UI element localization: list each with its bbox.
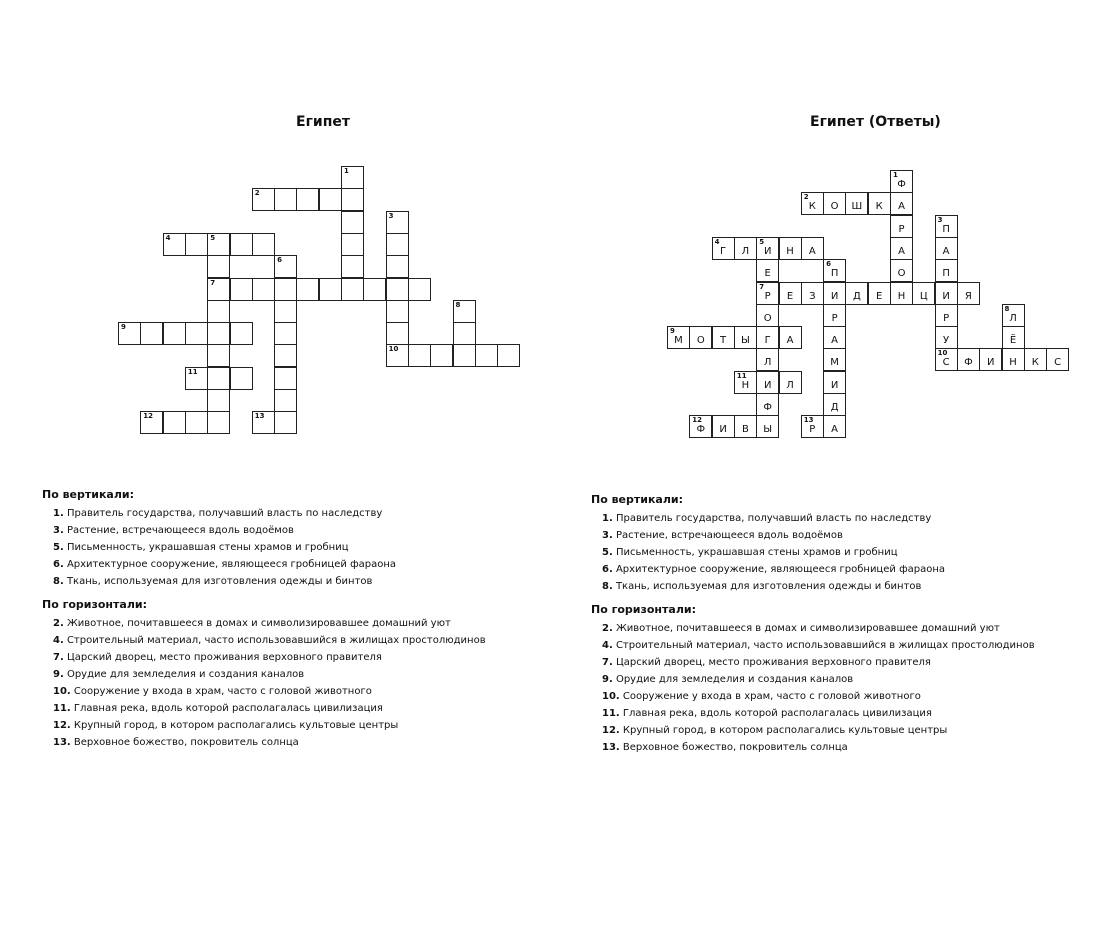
answer-letter: И xyxy=(942,290,950,302)
crossword-cell xyxy=(274,344,297,367)
clue-down: 8. Ткань, используемая для изготовления одежды и бинтов xyxy=(602,581,922,593)
clue-across: 12. Крупный город, в котором располагались культовые центры xyxy=(53,720,399,732)
crossword-cell xyxy=(979,348,1002,371)
clue-number: 2 xyxy=(254,189,260,198)
crossword-cell xyxy=(386,300,409,323)
crossword-cell xyxy=(1002,304,1025,327)
crossword-cell xyxy=(712,415,735,438)
crossword-cell xyxy=(890,170,913,193)
crossword-cell xyxy=(185,411,208,434)
crossword-cell xyxy=(230,233,253,256)
crossword-cell xyxy=(779,371,802,394)
crossword-cell xyxy=(890,215,913,238)
answer-letter: И xyxy=(719,424,727,436)
answer-letter: Г xyxy=(764,335,771,347)
answer-letter: Л xyxy=(763,357,772,369)
crossword-cell xyxy=(475,344,498,367)
crossword-cell xyxy=(430,344,453,367)
clue-number: 2 xyxy=(803,193,809,202)
answer-letter: Н xyxy=(897,290,906,302)
crossword-cell xyxy=(363,278,386,301)
clue-down: 8. Ткань, используемая для изготовления одежды и бинтов xyxy=(53,576,373,588)
answers-title: Египет (Ответы) xyxy=(810,114,941,130)
answer-letter: Н xyxy=(1009,357,1017,369)
answer-letter: А xyxy=(831,335,839,347)
clue-number: 1 xyxy=(344,167,349,175)
crossword-cell xyxy=(779,326,802,349)
crossword-cell xyxy=(185,322,208,345)
answer-letter: Т xyxy=(720,335,727,347)
crossword-cell xyxy=(274,188,297,211)
clue-number: 13 xyxy=(803,416,814,425)
answer-letter: П xyxy=(942,268,950,280)
clue-across: 4. Строительный материал, часто использовавшийся в жилищах простолюдинов xyxy=(602,639,1035,651)
clue-across: 4. Строительный материал, часто использовавшийся в жилищах простолюдинов xyxy=(53,634,486,646)
answer-letter: Р xyxy=(898,223,905,235)
clue-down: 6. Архитектурное сооружение, являющееся гробницей фараона xyxy=(602,564,946,576)
answer-letter: Ф xyxy=(964,357,973,369)
clue-number: 6 xyxy=(277,256,282,265)
clue-number: 4 xyxy=(165,233,171,242)
clue-across: 9. Орудие для земледелия и создания каналов xyxy=(53,668,305,680)
crossword-cell xyxy=(207,300,230,323)
crossword-cell xyxy=(274,322,297,345)
crossword-cell xyxy=(734,326,757,349)
crossword-cell xyxy=(207,322,230,345)
crossword-cell xyxy=(957,348,980,371)
answer-letter: Л xyxy=(741,245,750,257)
crossword-cell xyxy=(890,237,913,260)
crossword-cell xyxy=(252,411,275,434)
crossword-cell xyxy=(386,322,409,345)
crossword-cell xyxy=(118,322,141,345)
clue-across: 13. Верховное божество, покровитель солнца xyxy=(602,742,848,754)
clue-down: 3. Растение, встречающееся вдоль водоёмов xyxy=(602,530,843,542)
clue-number: 1 xyxy=(893,171,898,179)
clue-down: 5. Письменность, украшавшая стены храмов и гробниц xyxy=(602,547,898,559)
clue-number: 8 xyxy=(455,300,461,309)
crossword-cell xyxy=(207,389,230,412)
clue-across: 2. Животное, почитавшееся в домах и символизировавшее домашний уют xyxy=(53,617,451,629)
clue-number: 9 xyxy=(670,327,675,336)
clue-across: 10. Сооружение у входа в храм, часто с головой животного xyxy=(53,686,372,698)
crossword-cell xyxy=(712,237,735,260)
answer-letter: Н xyxy=(741,379,750,391)
answer-letter: О xyxy=(830,201,839,213)
clue-number: 3 xyxy=(937,215,943,224)
clue-down: 3. Растение, встречающееся вдоль водоёмов xyxy=(53,525,294,537)
clue-across: 7. Царский дворец, место проживания верховного правителя xyxy=(53,651,382,663)
clue-number: 5 xyxy=(210,233,216,242)
crossword-cell xyxy=(163,411,186,434)
crossword-cell xyxy=(779,237,802,260)
crossword-cell xyxy=(868,282,891,305)
crossword-cell xyxy=(453,344,476,367)
answer-letter: Л xyxy=(1009,312,1017,324)
answer-letter: С xyxy=(1054,357,1062,369)
answer-letter: Р xyxy=(831,312,838,324)
answer-letter: О xyxy=(696,335,705,347)
crossword-cell xyxy=(341,166,364,189)
crossword-cell xyxy=(890,282,913,305)
answer-letter: Ф xyxy=(897,179,906,190)
across-heading: По горизонтали: xyxy=(42,597,147,611)
crossword-cell xyxy=(274,300,297,323)
crossword-cell xyxy=(935,237,958,260)
answer-letter: И xyxy=(830,379,839,391)
down-heading: По вертикали: xyxy=(42,488,135,501)
crossword-cell xyxy=(163,322,186,345)
crossword-cell xyxy=(140,411,163,434)
crossword-cell xyxy=(274,278,297,301)
answer-letter: Д xyxy=(830,402,839,413)
answer-letter: Р xyxy=(809,424,816,436)
crossword-cell xyxy=(207,344,230,367)
crossword-cell xyxy=(386,344,409,367)
clue-down: 1. Правитель государства, получавший власть по наследству xyxy=(602,513,932,525)
crossword-cell xyxy=(801,415,824,438)
clue-across: 7. Царский дворец, место проживания верховного правителя xyxy=(602,656,931,668)
crossword-cell xyxy=(341,255,364,278)
clue-number: 5 xyxy=(759,237,765,246)
crossword-cell xyxy=(274,389,297,412)
crossword-cell xyxy=(341,211,364,234)
crossword-cell xyxy=(823,259,846,282)
answer-letter: Е xyxy=(876,290,883,302)
answer-letter: К xyxy=(808,201,816,213)
crossword-cell xyxy=(341,233,364,256)
clue-down: 5. Письменность, украшавшая стены храмов и гробниц xyxy=(53,542,349,554)
crossword-cell xyxy=(756,282,779,305)
clue-across: 11. Главная река, вдоль которой располагалась цивилизация xyxy=(53,703,383,715)
answer-letter: М xyxy=(674,335,683,347)
crossword-cell xyxy=(845,282,868,305)
page-title: Египет xyxy=(296,114,350,130)
clue-across: 10. Сооружение у входа в храм, часто с головой животного xyxy=(602,691,921,703)
crossword-cell xyxy=(823,415,846,438)
crossword-cell xyxy=(801,237,824,260)
crossword-cell xyxy=(756,415,779,438)
crossword-cell xyxy=(823,282,846,305)
crossword-cell xyxy=(453,322,476,345)
crossword-cell xyxy=(756,304,779,327)
answer-letter: П xyxy=(942,223,950,235)
answer-letter: Л xyxy=(786,379,794,391)
clue-across: 9. Орудие для земледелия и создания каналов xyxy=(602,673,854,685)
clue-number: 6 xyxy=(826,260,831,269)
crossword-cell xyxy=(734,371,757,394)
answer-letter: А xyxy=(831,424,839,436)
answer-letter: Я xyxy=(964,290,972,302)
crossword-cell xyxy=(319,188,342,211)
clue-number: 4 xyxy=(714,237,720,246)
crossword-cell xyxy=(823,348,846,371)
crossword-cell xyxy=(823,393,846,416)
crossword-cell xyxy=(252,188,275,211)
crossword-cell xyxy=(1024,348,1047,371)
clue-number: 7 xyxy=(210,278,216,287)
answer-letter: З xyxy=(809,290,816,302)
crossword-cell xyxy=(185,233,208,256)
crossword-cell xyxy=(296,278,319,301)
answer-letter: А xyxy=(898,201,905,213)
clue-number: 11 xyxy=(736,371,747,380)
crossword-cell xyxy=(408,278,431,301)
crossword-cell xyxy=(823,326,846,349)
answer-letter: А xyxy=(898,245,905,257)
crossword-cell xyxy=(386,233,409,256)
crossword-cell xyxy=(756,348,779,371)
answer-letter: Ф xyxy=(763,402,772,413)
crossword-cell xyxy=(712,326,735,349)
clue-across: 11. Главная река, вдоль которой располагалась цивилизация xyxy=(602,708,932,720)
crossword-cell xyxy=(890,259,913,282)
crossword-cell xyxy=(1046,348,1069,371)
clue-number: 10 xyxy=(388,345,399,354)
crossword-cell xyxy=(756,393,779,416)
clue-number: 10 xyxy=(937,349,948,358)
crossword-cell xyxy=(163,233,186,256)
crossword-cell xyxy=(230,367,253,390)
crossword-cell xyxy=(274,411,297,434)
clue-across: 2. Животное, почитавшееся в домах и символизировавшее домашний уют xyxy=(602,622,1000,634)
crossword-cell xyxy=(756,259,779,282)
answer-letter: И xyxy=(830,290,839,302)
answers-panel xyxy=(556,0,1112,946)
answer-letter: Ц xyxy=(919,290,928,302)
puzzle-panel xyxy=(0,0,556,946)
answer-letter: Н xyxy=(786,245,794,257)
clue-number: 13 xyxy=(254,412,265,421)
answer-letter: Ы xyxy=(763,424,773,436)
answer-letter: О xyxy=(763,312,772,324)
answer-letter: П xyxy=(830,268,839,280)
crossword-cell xyxy=(408,344,431,367)
crossword-cell xyxy=(207,255,230,278)
clue-number: 12 xyxy=(692,416,703,425)
crossword-cell xyxy=(935,259,958,282)
crossword-cell xyxy=(230,322,253,345)
across-heading: По горизонтали: xyxy=(591,602,696,616)
answer-letter: И xyxy=(763,245,772,257)
crossword-cell xyxy=(845,192,868,215)
crossword-cell xyxy=(252,233,275,256)
crossword-cell xyxy=(207,367,230,390)
crossword-cell xyxy=(935,215,958,238)
crossword-cell xyxy=(935,304,958,327)
crossword-cell xyxy=(230,278,253,301)
answer-letter: Е xyxy=(786,290,794,302)
crossword-cell xyxy=(756,371,779,394)
answer-letter: Ш xyxy=(851,201,863,213)
answer-letter: Ы xyxy=(740,335,750,347)
crossword-cell xyxy=(207,233,230,256)
crossword-cell xyxy=(912,282,935,305)
crossword-cell xyxy=(319,278,342,301)
clue-across: 13. Верховное божество, покровитель солнца xyxy=(53,737,299,749)
crossword-cell xyxy=(823,192,846,215)
answer-letter: Д xyxy=(852,290,861,302)
crossword-cell xyxy=(756,237,779,260)
answer-letter: С xyxy=(942,357,950,369)
clue-number: 11 xyxy=(187,367,198,376)
answer-letter: Ё xyxy=(1009,335,1017,347)
crossword-cell xyxy=(1002,326,1025,349)
crossword-cell xyxy=(868,192,891,215)
crossword-cell xyxy=(386,211,409,234)
crossword-cell xyxy=(207,278,230,301)
answer-letter: Е xyxy=(764,268,771,280)
clue-across: 12. Крупный город, в котором располагались культовые центры xyxy=(602,725,948,737)
crossword-cell xyxy=(274,255,297,278)
crossword-cell xyxy=(296,188,319,211)
crossword-cell xyxy=(386,278,409,301)
crossword-cell xyxy=(779,282,802,305)
crossword-cell xyxy=(274,367,297,390)
clue-number: 12 xyxy=(143,412,154,421)
crossword-cell xyxy=(935,282,958,305)
answers-clue-list xyxy=(591,491,1035,756)
crossword-cell xyxy=(341,278,364,301)
crossword-cell xyxy=(890,192,913,215)
clue-number: 9 xyxy=(121,323,126,332)
clue-number: 8 xyxy=(1004,304,1010,313)
answer-letter: К xyxy=(875,201,883,213)
clue-down: 6. Архитектурное сооружение, являющееся гробницей фараона xyxy=(53,559,397,571)
crossword-cell xyxy=(386,255,409,278)
crossword-cell xyxy=(823,304,846,327)
crossword-cell xyxy=(341,188,364,211)
answer-letter: О xyxy=(897,268,906,280)
crossword-cell xyxy=(1002,348,1025,371)
crossword-cell xyxy=(734,237,757,260)
clue-list xyxy=(42,486,486,751)
down-heading: По вертикали: xyxy=(591,493,684,506)
answer-letter: М xyxy=(830,357,839,369)
crossword-cell xyxy=(140,322,163,345)
clue-number: 3 xyxy=(388,211,394,220)
answer-letter: Р xyxy=(943,312,950,324)
answer-letter: Г xyxy=(720,245,727,257)
crossword-cell xyxy=(207,411,230,434)
crossword-cell xyxy=(497,344,520,367)
crossword-cell xyxy=(667,326,690,349)
answer-letter: А xyxy=(942,245,950,257)
answer-letter: У xyxy=(943,335,950,347)
crossword-cell xyxy=(935,326,958,349)
crossword-cell xyxy=(756,326,779,349)
crossword-cell xyxy=(689,415,712,438)
answer-letter: И xyxy=(763,379,772,391)
answer-letter: И xyxy=(986,357,995,369)
answer-letter: А xyxy=(786,335,794,347)
answer-letter: Ф xyxy=(696,424,706,436)
crossword-cell xyxy=(801,282,824,305)
crossword-cell xyxy=(935,348,958,371)
crossword-cell xyxy=(252,278,275,301)
clue-number: 7 xyxy=(759,282,765,291)
answer-letter: Р xyxy=(764,290,771,302)
crossword-cell xyxy=(823,371,846,394)
crossword-cell xyxy=(185,367,208,390)
answer-letter: В xyxy=(741,424,749,436)
clue-down: 1. Правитель государства, получавший власть по наследству xyxy=(53,508,383,520)
crossword-cell xyxy=(957,282,980,305)
crossword-cell xyxy=(689,326,712,349)
crossword-cell xyxy=(734,415,757,438)
answer-letter: А xyxy=(808,245,816,257)
crossword-cell xyxy=(801,192,824,215)
crossword-cell xyxy=(453,300,476,323)
answer-letter: К xyxy=(1031,357,1039,369)
